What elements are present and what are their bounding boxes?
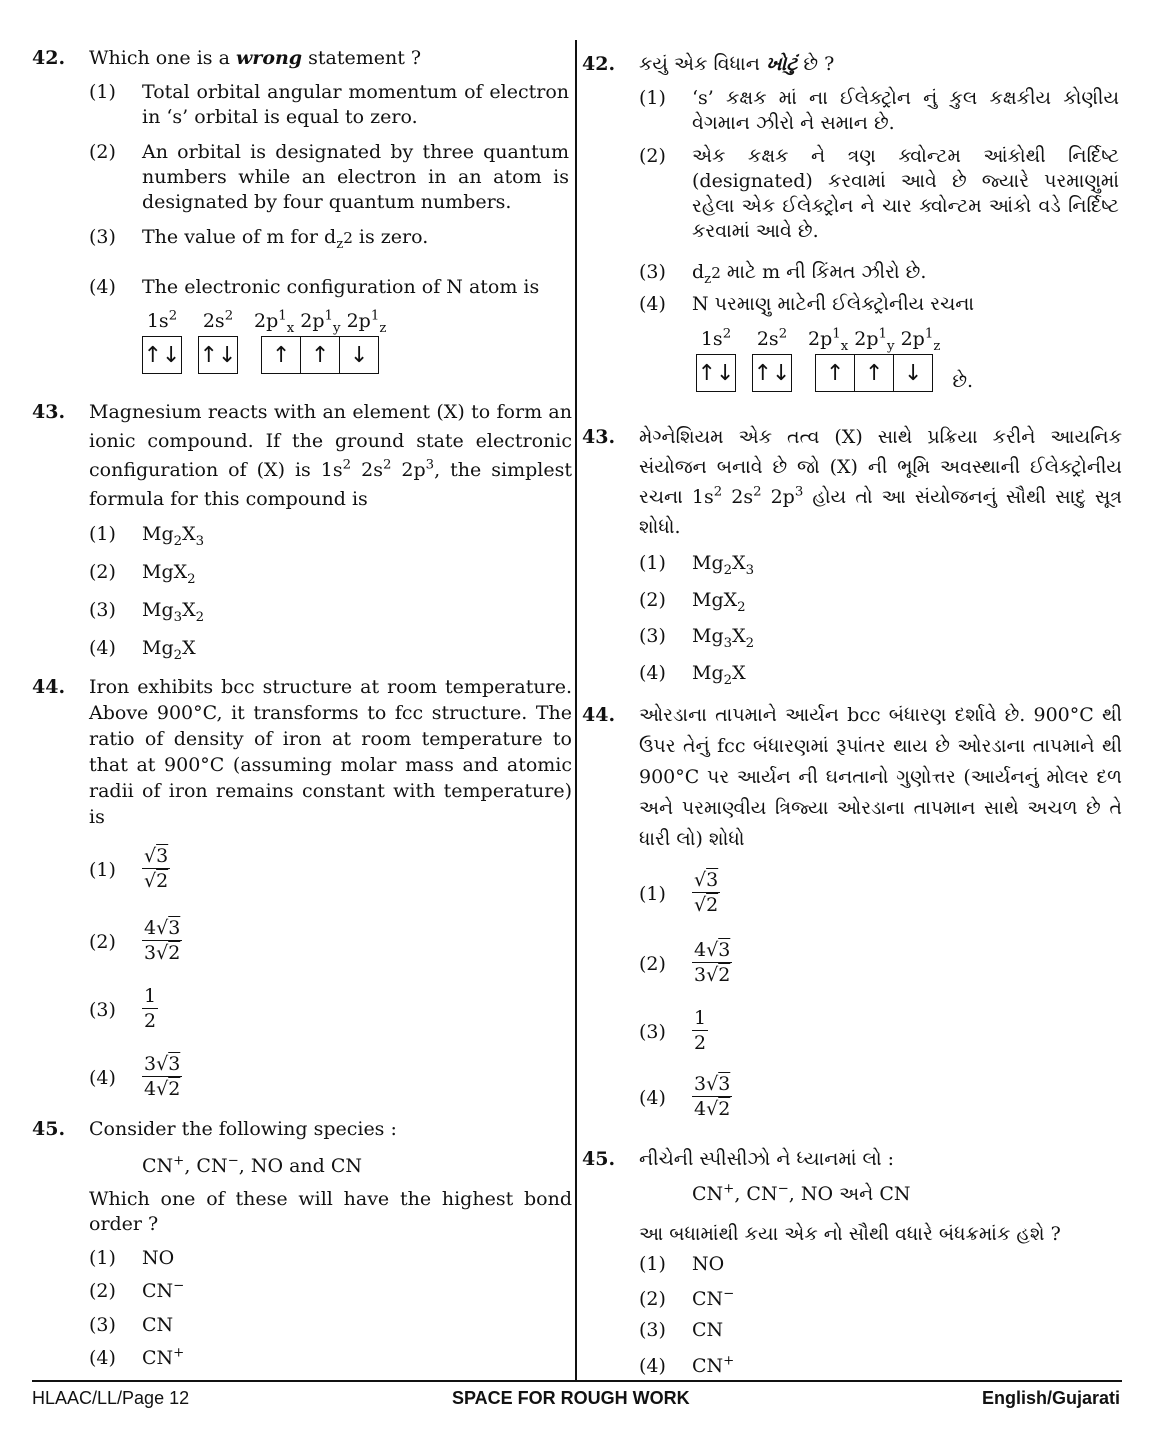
question-44-gu: 44. ઓરડાના તાપમાને આર્યન bcc બંધારણ દર્શાવે છે. 900°C થી ઉપર તેનું fcc બંધારણમાં રૂપાંતર થાય છે ઓરડાના તાપમાને થી 900°C પર આર્યન ની ઘનતાનો ગુણોત્તર (આર્યનનું મોલર દળ અને પરમાણ્વીય ત્રિજ્યા ઓરડાના તાપમાન સાથે અચળ છે તે ધારી લો) શોધો (582, 704, 1122, 850)
orbital-box: ↑ ↓ (143, 342, 181, 368)
question-45-gu: 45. નીચેની સ્પીસીઝો ને ધ્યાનમાં લો : (582, 1148, 895, 1170)
orbital-box: ↑ (271, 342, 291, 368)
q45-gu-option-3: (3) CN (639, 1319, 724, 1341)
footer-rough-work: SPACE FOR ROUGH WORK (452, 1388, 690, 1408)
orbital-box: ↑ (825, 360, 845, 386)
q44-option-3: (3) $\frac{1}{2}$ (89, 985, 157, 1032)
q43-option-3: (3) $Mg_3X_2$ (89, 599, 205, 625)
q42-gu-option-2: (2) એક કક્ષક ને ત્રણ ક્વોન્ટમ આંકોથી નિર્દિષ્ટ (designated) કરવામાં આવે છે જ્યારે પરમાણુમાં રહેલા એક ઈલેક્ટ્રોન ને ચાર ક્વોન્ટમ આંકો વડે નિર્દિષ્ટ કરવામાં આવે છે. (639, 145, 1119, 242)
q44-option-1: (1) $\frac{√3}{√2}$ (89, 845, 169, 892)
q45-option-2: (2) CN− (89, 1278, 185, 1302)
orbital-box: ↑ ↓ (199, 342, 237, 368)
q44-option-4: (4) $\frac{3√3}{4√2}$ (89, 1053, 181, 1100)
n-electron-configuration-gu: $1s^2$ ↑ ↓ $2s^2$ ↑ ↓ $2p^1_x$ $2p^1_y$ $2p^1_z$ ↑ ↑ ↓ છે. (697, 326, 974, 392)
question-45-prompt: Which one of these will have the highest bond order ? (89, 1188, 572, 1235)
q42-option-3: (3) The value of m for $d_z2$ is zero. (89, 226, 429, 252)
q43-gu-option-3: (3) $Mg_3X_2$ (639, 625, 755, 651)
q44-gu-option-4: (4) $\frac{3√3}{4√2}$ (639, 1073, 731, 1120)
q42-gu-option-1: (1) ‘s’ કક્ષક માં ના ઈલેક્ટ્રોન નું કુલ કક્ષકીય કોણીય વેગમાન ઝીરો ને સમાન છે. (639, 87, 1119, 134)
n-electron-configuration: $1s^2$ ↑ ↓ $2s^2$ ↑ ↓ $2p^1_x$ $2p^1_y$ $2p^1_z$ ↑ ↑ ↓ (142, 310, 402, 374)
footer-page-label: HLAAC/LL/Page 12 (32, 1388, 190, 1408)
q45-option-3: (3) CN (89, 1314, 174, 1336)
q45-gu-option-2: (2) CN− (639, 1286, 735, 1310)
q43-gu-option-1: (1) $Mg_2X_3$ (639, 552, 755, 578)
q42-option-2: (2) An orbital is designated by three quantum numbers while an electron in an atom is designated by four quantum numbers. (89, 141, 569, 213)
orbital-box: ↑ (854, 355, 893, 391)
q45-gu-option-4: (4) CN+ (639, 1353, 735, 1377)
question-43-gu: 43. મેગ્નેશિયમ એક તત્વ (X) સાથે પ્રક્રિયા કરીને આયનિક સંયોજન બનાવે છે જો (X) ની ભૂમિ અવસ્થાની ઈલેક્ટ્રોનીય રચના $1s^2$ $2s^2$ $2p^3$ હોય તો આ સંયોજનનું સૌથી સાદુ સૂત્ર શોધો. (582, 426, 1122, 538)
q43-option-4: (4) $Mg_2X$ (89, 637, 196, 663)
q43-gu-option-2: (2) MgX$_2$ (639, 589, 746, 615)
q43-option-1: (1) $Mg_2X_3$ (89, 523, 205, 549)
q43-option-2: (2) MgX$_2$ (89, 561, 196, 587)
q44-gu-option-3: (3) $\frac{1}{2}$ (639, 1007, 707, 1054)
q45-option-4: (4) CN+ (89, 1345, 185, 1369)
q44-gu-option-1: (1) $\frac{√3}{√2}$ (639, 869, 719, 916)
q45-option-1: (1) NO (89, 1247, 175, 1269)
question-45-gu-prompt: આ બધામાંથી કયા એક નો સૌથી વધારે બંધક્રમાંક હશે ? (639, 1223, 1061, 1245)
q44-option-2: (2) $\frac{4√3}{3√2}$ (89, 917, 181, 964)
q43-gu-option-4: (4) $Mg_2X$ (639, 662, 746, 688)
footer-rule (32, 1380, 1122, 1382)
q42-option-4: (4) The electronic configuration of N atom is (89, 276, 540, 298)
footer-language: English/Gujarati (981, 1388, 1120, 1408)
orbital-box: ↓ (339, 337, 378, 373)
q44-gu-option-2: (2) $\frac{4√3}{3√2}$ (639, 939, 731, 986)
orbital-box: ↑ (300, 337, 339, 373)
question-42-gu: 42. કયું એક વિધાન ખોટું છે ? (582, 53, 835, 75)
q45-gu-species: CN+, CN−, NO અને CN (692, 1181, 911, 1205)
q42-option-1: (1) Total orbital angular momentum of electron in ‘s’ orbital is equal to zero. (89, 81, 569, 128)
question-44: 44. Iron exhibits bcc structure at room temperature. Above 900°C, it transforms to fcc structure. The ratio of density of iron at room temperature to that at 900°C (assuming molar mass and atomic radii of iron remains constant with temperature) is (32, 676, 572, 828)
question-43: 43. Magnesium reacts with an element (X) to form an ionic compound. If the ground state electronic configuration of (X) is $1s^2$ $2s^2$ $2p^3$, the simplest formula for this compound is (32, 401, 572, 510)
q45-gu-option-1: (1) NO (639, 1253, 725, 1275)
q45-species: CN+, CN−, NO and CN (142, 1153, 363, 1177)
column-divider (575, 40, 577, 1380)
orbital-box: ↓ (893, 355, 932, 391)
question-45: 45. Consider the following species : (32, 1118, 397, 1140)
q42-gu-option-3: (3) $d_z2$ માટે m ની કિંમત ઝીરો છે. (639, 261, 927, 287)
orbital-box: ↑ ↓ (753, 360, 791, 386)
orbital-box: ↑ ↓ (697, 360, 735, 386)
q42-gu-option-4: (4) N પરમાણુ માટેની ઈલેક્ટ્રોનીય રચના (639, 293, 975, 315)
question-42: 42. Which one is a wrong statement ? (32, 47, 422, 69)
